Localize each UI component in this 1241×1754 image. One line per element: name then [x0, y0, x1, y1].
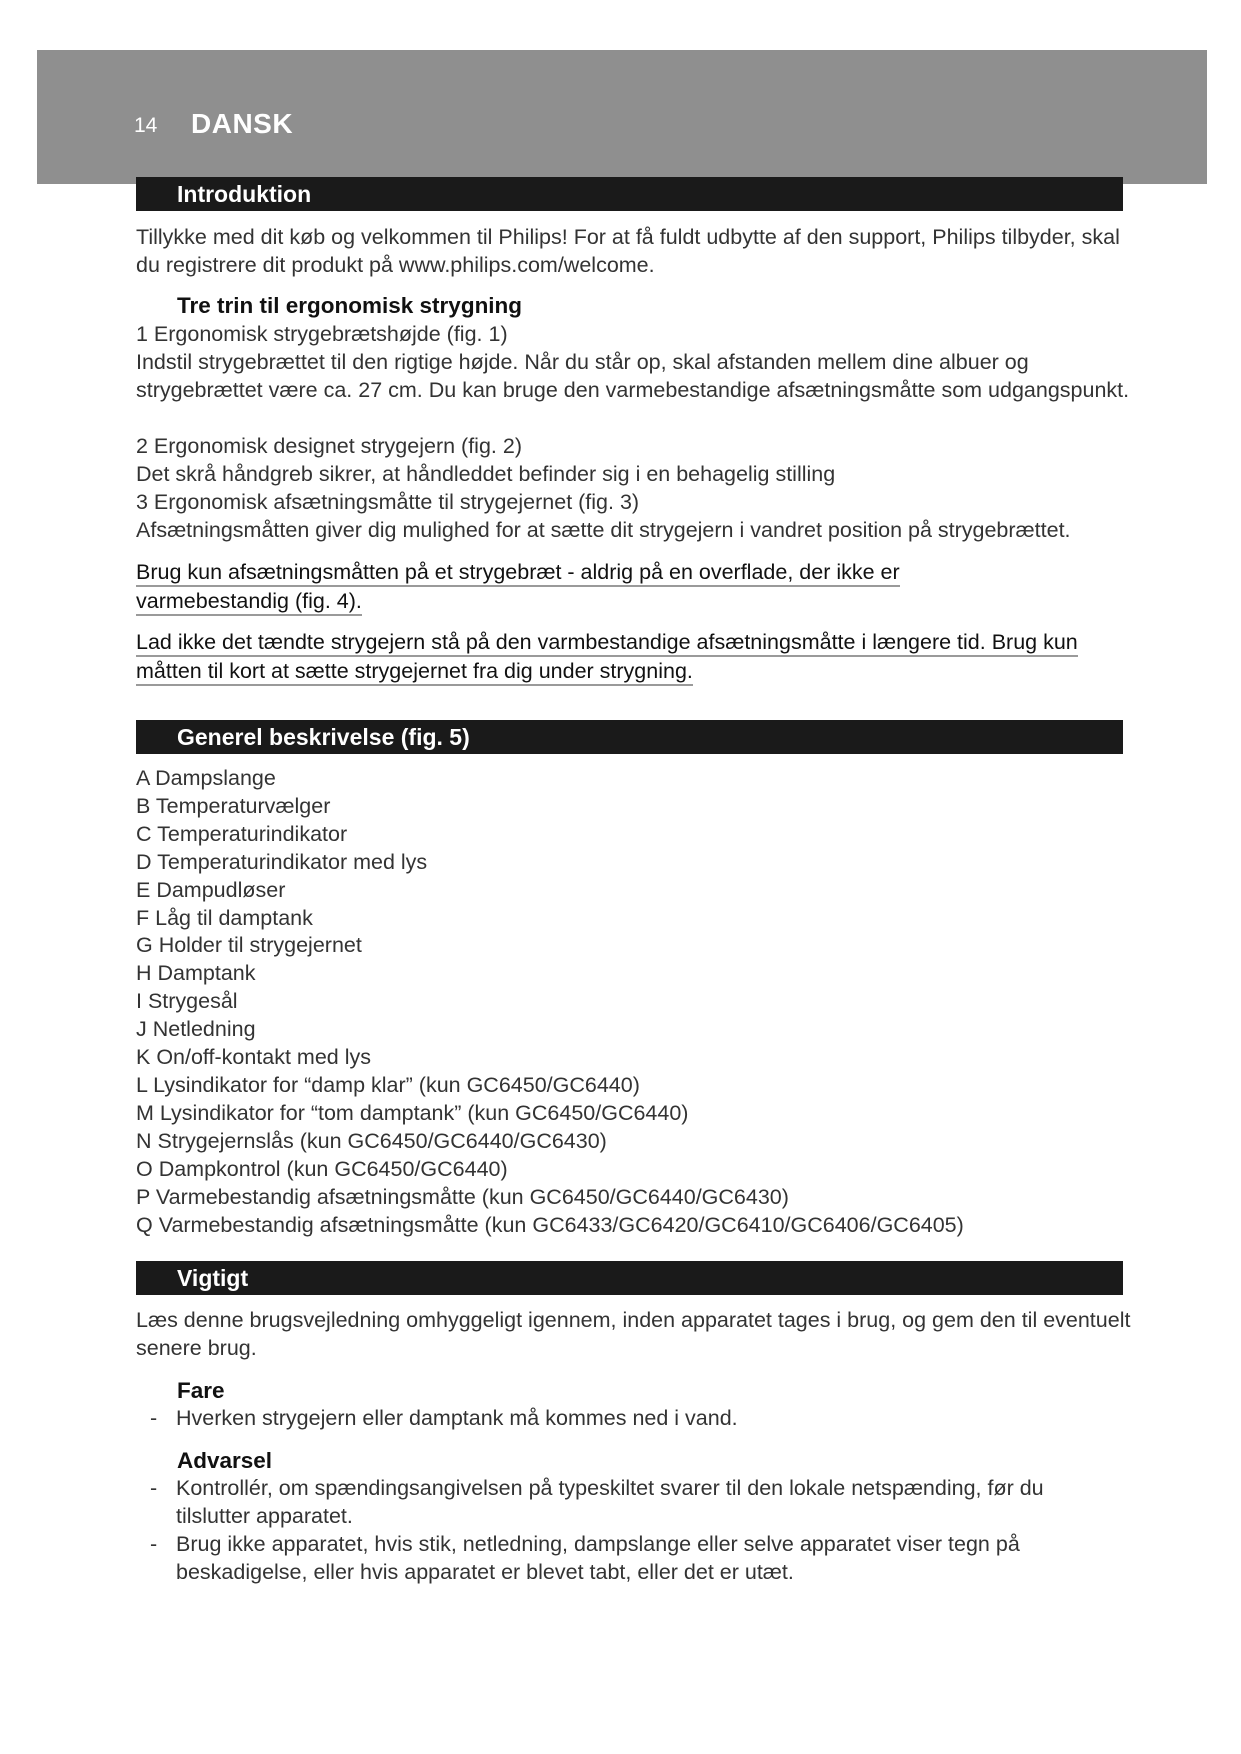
list-item: H Damptank	[136, 961, 256, 986]
list-item: I Strygesål	[136, 989, 238, 1014]
parts-list	[136, 765, 1136, 1239]
warning-item	[150, 1530, 1070, 1586]
warning-heading: Advarsel	[177, 1448, 273, 1473]
language-heading: DANSK	[191, 108, 294, 139]
intro-paragraph: Tillykke med dit køb og velkommen til Philips! For at få fuldt udbytte af den support, Philips tilbyder, skal du registrere dit produkt på www.philips.com/welcome.	[136, 225, 1120, 277]
step-3-title: 3 Ergonomisk afsætningsmåtte til strygejernet (fig. 3)	[136, 490, 640, 514]
warning-item-text: Kontrollér, om spændingsangivelsen på typeskiltet svarer til den lokale netspænding, før du tilslutter apparatet.	[176, 1476, 1044, 1528]
section-title-generel-beskrivelse: Generel beskrivelse (fig. 5)	[136, 720, 1123, 754]
list-item: E Dampudløser	[136, 877, 286, 902]
mat-warning-2	[136, 628, 1136, 686]
list-item: M Lysindikator for “tom damptank” (kun GC6450/GC6440)	[136, 1100, 689, 1125]
section-title-introduktion: Introduktion	[136, 177, 1123, 211]
danger-heading: Fare	[177, 1378, 225, 1403]
list-item: C Temperaturindikator	[136, 821, 348, 846]
step-2-text: Det skrå håndgreb sikrer, at håndleddet befinder sig i en behagelig stilling	[136, 462, 836, 486]
step-2-title: 2 Ergonomisk designet strygejern (fig. 2)	[136, 434, 522, 458]
step-1-title: 1 Ergonomisk strygebrætshøjde (fig. 1)	[136, 322, 508, 346]
list-item: O Dampkontrol (kun GC6450/GC6440)	[136, 1156, 508, 1181]
list-item: A Dampslange	[136, 766, 276, 790]
step-1-text: Indstil strygebrættet til den rigtige højde. Når du står op, skal afstanden mellem dine albuer og strygebrættet være ca. 27 cm. Du kan bruge den varmebestandige afsætningsmåtte som udgangspunkt.	[136, 350, 1130, 402]
page-number: 14	[134, 114, 158, 137]
list-item: Q Varmebestandig afsætningsmåtte (kun GC6433/GC6420/GC6410/GC6406/GC6405)	[136, 1212, 964, 1237]
mat-warning-1-line1: Brug kun afsætningsmåtten på et strygebræt - aldrig på en overflade, der ikke er	[136, 560, 900, 587]
mat-warning-1-line2: varmebestandig (fig. 4).	[136, 589, 362, 616]
important-paragraph: Læs denne brugsvejledning omhyggeligt igennem, inden apparatet tages i brug, og gem den til eventuelt senere brug.	[136, 1308, 1131, 1360]
warning-item	[150, 1474, 1070, 1530]
list-item: P Varmebestandig afsætningsmåtte (kun GC6450/GC6440/GC6430)	[136, 1184, 789, 1209]
mat-warning-2-line2: måtten til kort at sætte strygejernet fra dig under strygning.	[136, 659, 693, 686]
list-item: G Holder til strygejernet	[136, 933, 362, 958]
mat-warning-1	[136, 558, 1136, 616]
list-item: D Temperaturindikator med lys	[136, 849, 428, 874]
step-3-text: Afsætningsmåtten giver dig mulighed for at sætte dit strygejern i vandret position på strygebrættet.	[136, 518, 1071, 542]
section-title-vigtigt: Vigtigt	[136, 1261, 1123, 1295]
list-item: F Låg til damptank	[136, 905, 313, 930]
ergonomic-subheading: Tre trin til ergonomisk strygning	[177, 293, 523, 318]
bullet-dash: -	[150, 1406, 158, 1430]
mat-warning-2-line1: Lad ikke det tændte strygejern stå på den varmbestandige afsætningsmåtte i længere tid. Brug kun	[136, 630, 1078, 657]
danger-item	[150, 1404, 1070, 1432]
bullet-dash: -	[150, 1476, 158, 1500]
list-item: N Strygejernslås (kun GC6450/GC6440/GC6430)	[136, 1128, 607, 1153]
danger-item-text: Hverken strygejern eller damptank må kommes ned i vand.	[176, 1406, 738, 1430]
bullet-dash: -	[150, 1532, 158, 1556]
list-item: B Temperaturvælger	[136, 793, 331, 818]
warning-item-text: Brug ikke apparatet, hvis stik, netledning, dampslange eller selve apparatet viser tegn på beskadigelse, eller hvis apparatet er blevet tabt, eller det er utæt.	[176, 1532, 1020, 1584]
list-item: K On/off-kontakt med lys	[136, 1045, 372, 1070]
list-item: J Netledning	[136, 1017, 256, 1042]
list-item: L Lysindikator for “damp klar” (kun GC6450/GC6440)	[136, 1072, 640, 1097]
